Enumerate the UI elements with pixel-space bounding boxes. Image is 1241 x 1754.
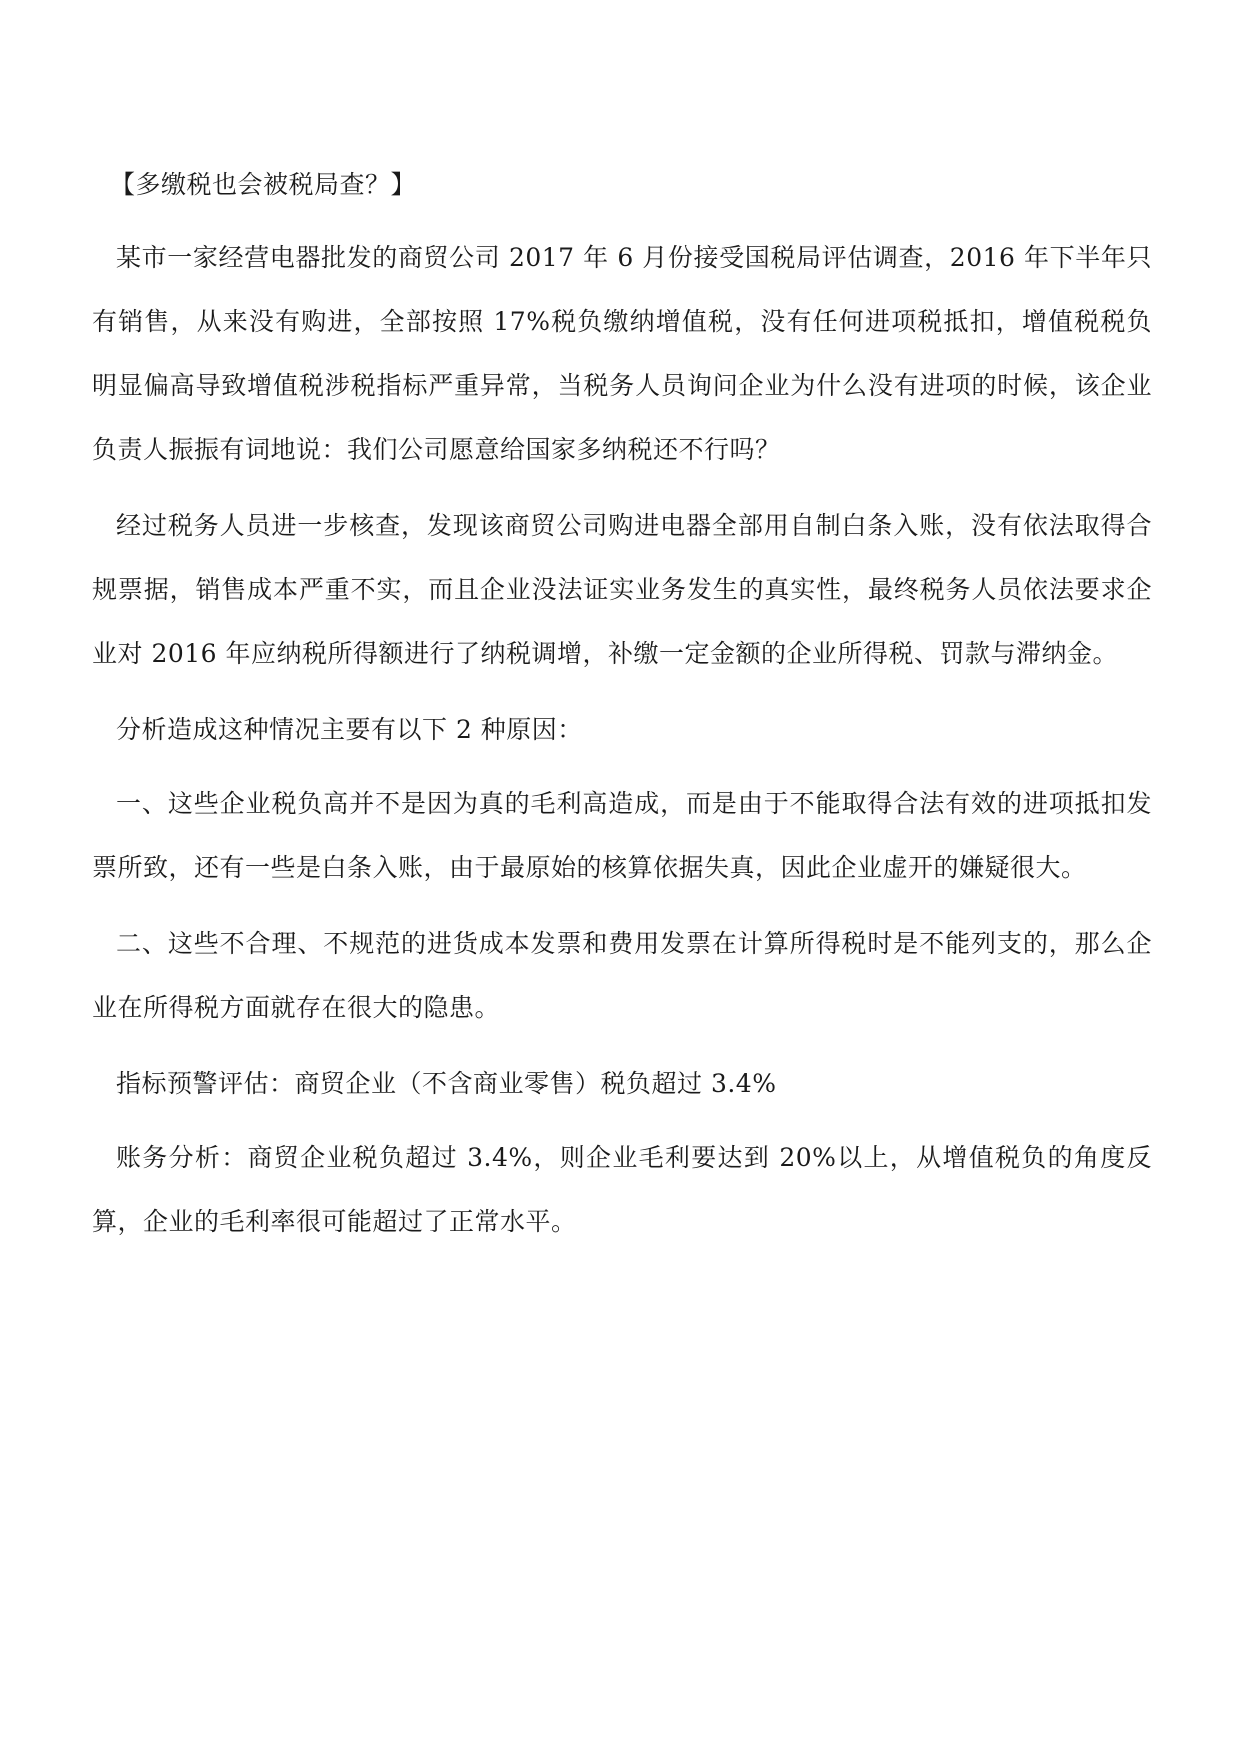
document-title: 【多缴税也会被税局查？】 [110, 170, 417, 199]
case-paragraph: 某市一家经营电器批发的商贸公司 2017 年 6 月份接受国税局评估调查，2016 年下半年只有销售，从来没有购进，全部按照 17%税负缴纳增值税，没有任何进项税抵扣，增值税税负明显偏高导致增值税涉税指标严重异常，当税务人员询问企业为什么没有进项的时候，该企业负责人振振有词地说：我们公司愿意给国家多纳税还不行吗？ [92, 243, 1152, 464]
analysis-intro-paragraph: 分析造成这种情况主要有以下 2 种原因： [116, 715, 583, 744]
audit-paragraph: 经过税务人员进一步核查，发现该商贸公司购进电器全部用自制白条入账，没有依法取得合规票据，销售成本严重不实，而且企业没法证实业务发生的真实性，最终税务人员依法要求企业对 2016 年应纳税所得额进行了纳税调增，补缴一定金额的企业所得税、罚款与滞纳金。 [92, 511, 1152, 668]
reason-two-paragraph: 二、这些不合理、不规范的进货成本发票和费用发票在计算所得税时是不能列支的，那么企业在所得税方面就存在很大的隐患。 [92, 929, 1152, 1022]
reason-one-paragraph: 一、这些企业税负高并不是因为真的毛利高造成，而是由于不能取得合法有效的进项抵扣发票所致，还有一些是白条入账，由于最原始的核算依据失真，因此企业虚开的嫌疑很大。 [92, 789, 1152, 882]
indicator-warning-paragraph: 指标预警评估：商贸企业（不含商业零售）税负超过 3.4% [116, 1069, 777, 1098]
document-body [92, 158, 1152, 1266]
accounting-analysis-paragraph: 账务分析：商贸企业税负超过 3.4%，则企业毛利要达到 20%以上，从增值税负的角度反算，企业的毛利率很可能超过了正常水平。 [92, 1143, 1152, 1236]
